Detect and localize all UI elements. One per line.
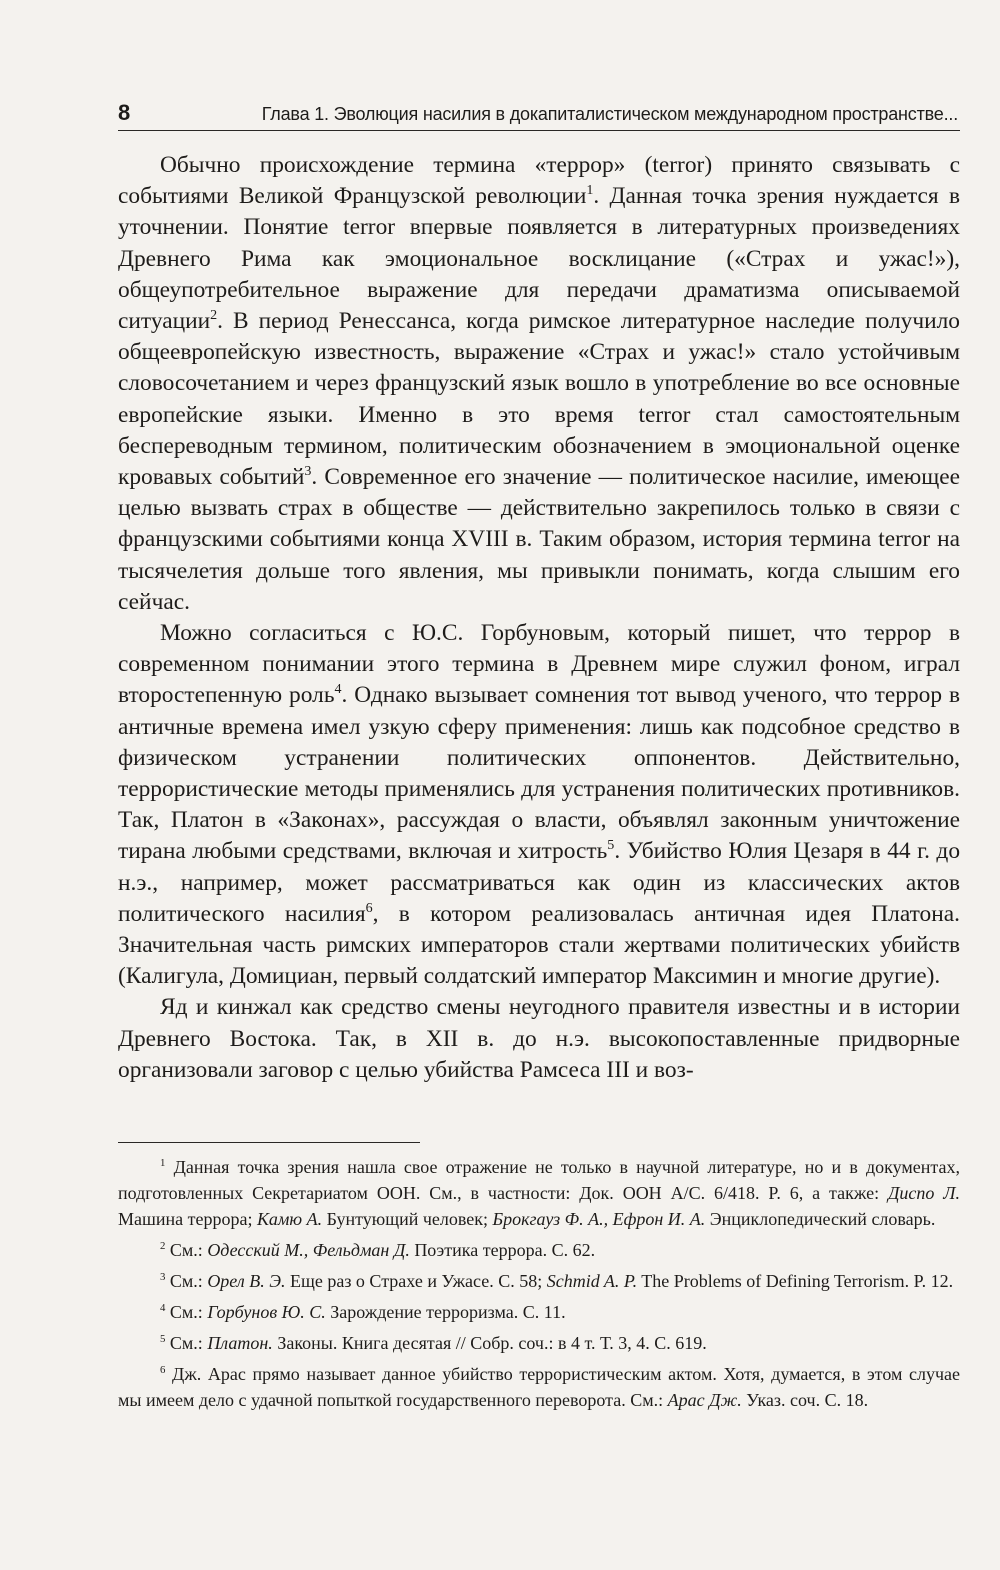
footnote-5: [118, 1330, 960, 1356]
text-run: См.:: [165, 1271, 208, 1291]
footnote-1: [118, 1154, 960, 1232]
text-run: . Данная точка зрения нуждается в уточнении. Понятие terror впервые появляется в литературных произведениях Древнего Рима как эмоциональное восклицание («Страх и ужас!»), общеупотребительное выражение для передачи драматизма описываемой ситуации: [118, 183, 960, 335]
text-run: . Убийство Юлия Цезаря в 44 г. до н.э., например, может рассматриваться как один из классических актов политического насилия: [118, 838, 961, 927]
text-run: , в котором реализовалась античная идея Платона. Значительная часть римских императоров стали жертвами политических убийств (Калигула, Домициан, первый солдатский император Максимин и многие другие).: [118, 900, 960, 990]
footnote-4: [118, 1299, 960, 1325]
paragraph-1: [118, 150, 960, 618]
footnote-number: 3: [160, 1271, 166, 1283]
footnote-ref-6: 6: [365, 900, 373, 917]
text-run: См.:: [165, 1333, 208, 1353]
text-run: . Однако вызывает сомнения тот вывод ученого, что террор в античные времена имел узкую сферу применения: лишь как подсобное средство в физическом устранении политических оппонентов. Действительно, террористические методы применялись для устранения политических противников. Так, Платон в «Законах», рассуждая о власти, объявлял законным уничтожение тирана любыми средствами, включая и хитрость: [118, 682, 960, 865]
footnote-number: 4: [160, 1302, 166, 1314]
text-run: Еще раз о Страхе и Ужасе. С. 58;: [285, 1271, 547, 1291]
page-number: 8: [118, 100, 131, 125]
text-run: См.:: [165, 1240, 208, 1260]
footnote-ref-2: 2: [210, 307, 218, 324]
author-name: Платон.: [207, 1333, 273, 1353]
footnote-6: [118, 1361, 960, 1413]
footnote-ref-5: 5: [607, 837, 615, 854]
footnotes: [118, 1154, 960, 1418]
author-name: Орел В. Э.: [207, 1271, 286, 1291]
footnote-ref-3: 3: [304, 463, 312, 480]
paragraph-3: Яд и кинжал как средство смены неугодного правителя известны и в истории Древнего Востока. Так, в XII в. до н.э. высокопоставленные придворные организовали заговор с целью убийства Рамсеса III и воз-: [118, 994, 960, 1083]
text-run: Бунтующий человек;: [322, 1209, 493, 1229]
text-run: Указ. соч. С. 18.: [741, 1390, 869, 1410]
text-run: См.:: [165, 1302, 208, 1322]
footnote-3: [118, 1268, 960, 1294]
footnote-divider: [118, 1142, 420, 1143]
author-name: Камю А.: [256, 1209, 323, 1229]
text-run: Данная точка зрения нашла свое отражение не только в научной литературе, но и в документах, подготовленных Секретариатом ООН. См., в частности: Док. ООН A/C. 6/418. P. 6, а также:: [118, 1157, 960, 1203]
text-run: Законы. Книга десятая // Собр. соч.: в 4 т. Т. 3, 4. С. 619.: [272, 1333, 707, 1353]
author-name: Schmid A. P.: [546, 1271, 638, 1291]
footnote-number: 6: [160, 1364, 166, 1376]
text-run: . Современное его значение — политическое насилие, имеющее целью вызвать страх в обществе — действительно закрепилось только в связи с французскими событиями конца XVIII в. Таким образом, история термина terror на тысячелетия дольше того явления, мы привыкли понимать, когда слышим его сейчас.: [118, 464, 960, 615]
running-header: [118, 100, 960, 131]
chapter-title: Глава 1. Эволюция насилия в докапиталистическом международном пространстве...: [261, 104, 958, 124]
author-name: Арас Дж.: [667, 1390, 742, 1410]
author-name: Брокгауз Ф. А., Ефрон И. А.: [492, 1209, 706, 1229]
footnote-2: [118, 1237, 960, 1263]
author-name: Горбунов Ю. С.: [207, 1302, 326, 1322]
footnote-number: 2: [160, 1240, 166, 1252]
text-run: Обычно происхождение термина «террор» (terror) принято связывать с событиями Великой Французской революции: [118, 152, 960, 210]
text-run: Дж. Арас прямо называет данное убийство террористическим актом. Хотя, думается, в этом случае мы имеем дело с удачной попыткой государственного переворота. См.:: [118, 1364, 960, 1410]
text-run: Машина террора;: [118, 1209, 257, 1229]
author-name: Одесский М., Фельдман Д.: [207, 1240, 410, 1260]
text-run: Зарождение терроризма. С. 11.: [325, 1302, 566, 1322]
paragraph-2: [118, 618, 960, 992]
main-text: [118, 150, 960, 1086]
footnote-ref-1: 1: [586, 182, 594, 199]
text-run: Можно согласиться с Ю.С. Горбуновым, который пишет, что террор в современном понимании этого термина в Древнем мире служил фоном, играл второстепенную роль: [118, 620, 960, 709]
author-name: Диспо Л.: [887, 1183, 960, 1203]
footnote-ref-4: 4: [334, 681, 342, 698]
text-run: The Problems of Defining Terrorism. P. 12.: [637, 1271, 954, 1291]
footnote-number: 5: [160, 1333, 166, 1345]
text-run: Поэтика террора. С. 62.: [409, 1240, 596, 1260]
text-run: . В период Ренессанса, когда римское литературное наследие получило общеевропейскую известность, выражение «Страх и ужас!» стало устойчивым словосочетанием и через французский язык вошло в употребление во все основные европейские языки. Именно в это время terror стал самостоятельным беспереводным термином, политическим обозначением в эмоциональной оценке кровавых событий: [118, 308, 960, 491]
text-run: Энциклопедический словарь.: [705, 1209, 936, 1229]
footnote-number: 1: [160, 1157, 166, 1169]
